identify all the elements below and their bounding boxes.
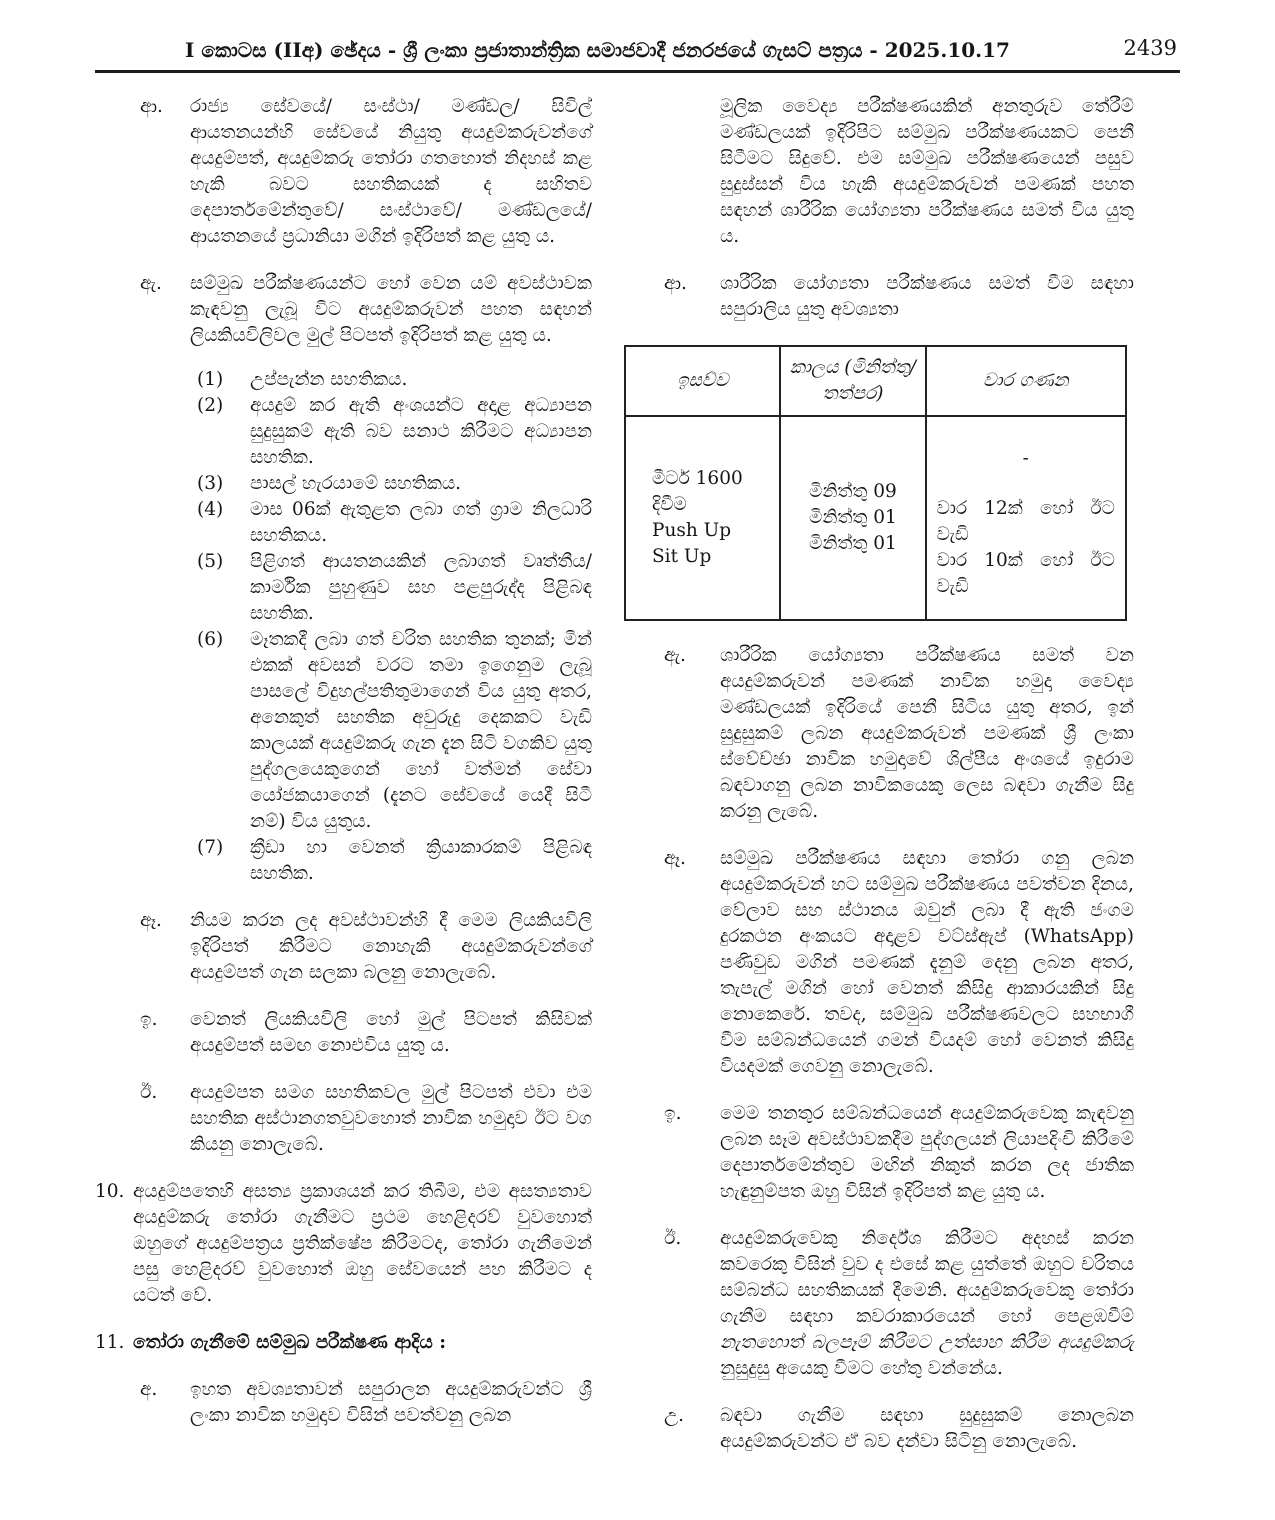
list-item-10 bbox=[95, 1179, 592, 1309]
count-value: වාර 10ක් හෝ ඊට වැඩි bbox=[936, 550, 1115, 597]
item-text: සම්මුඛ පරීක්ෂණය සඳහා තෝරා ගනු ලබන අයදුම්කරුවන් හට සම්මුඛ පරීක්ෂණය පවත්වන දිනය, වේලාව සහ ස්ථානය ඔවුන් ලබා දී ඇති ජංගම දුරකථන අංකයට අදාළව වට්ස්ඇප් (WhatsApp) පණිවුඩ මගින් පමණක් දැනුම් දෙනු ලබන අතර, තැපැල් මගින් හෝ වෙනත් කිසිදු ආකාරයකින් සිදු නොකෙරේ. තවද, සම්මුඛ පරීක්ෂණවලට සහභාගී වීම සම්බන්ධයෙන් ගමන් වියදම් හෝ වෙනත් කිසිදු වියදමක් ගෙවනු නොලැබේ. bbox=[720, 848, 1134, 1077]
item-number: (7) bbox=[197, 837, 224, 858]
item-text: ක්‍රීඩා හා වෙනත් ක්‍රියාකාරකම් පිළිබඳ සහතික. bbox=[250, 837, 592, 884]
item-label: 10. bbox=[95, 1181, 125, 1202]
list-item-ae bbox=[95, 271, 592, 349]
item-label: 11. bbox=[95, 1332, 125, 1353]
sublist-item bbox=[95, 393, 592, 471]
header-title-text: I කොටස (IIඅ) ඡේදය - ශ්‍රී ලංකා ප්‍රජාතාන්ත්‍රික සමාජවාදී ජනරජයේ ගැසට් පත්‍රය - bbox=[185, 38, 885, 62]
item-text: නියම කරන ලද අවස්ථාවන්හි දී මෙම ලියකියවිලි ඉදිරිපත් කිරීමට නොහැකි අයදුම්කරුවන්ගේ අයදුම්පත් ගැන සලකා බලනු නොලැබේ. bbox=[190, 910, 592, 983]
right-column bbox=[652, 94, 1134, 1455]
table-header-event: ඉසව්ව bbox=[625, 346, 780, 416]
item-number: (6) bbox=[197, 629, 224, 650]
list-item-11 bbox=[95, 1330, 592, 1356]
item-number: (3) bbox=[197, 473, 224, 494]
table-cell-durations bbox=[780, 416, 925, 620]
item-text: රාජ්‍ය සේවයේ/ සංස්ථා/ මණ්ඩල/ සිවිල් ආයතනයන්හි සේවයේ නියුතු අයදුම්කරුවන්ගේ අයදුම්පත්, අයදුම්කරු තෝරා ගතහොත් නිදහස් කළ හැකි බවට සහතිකයක් ද සහිතව දෙපාර්තමේන්තුවේ/ සංස්ථාවේ/ මණ්ඩලයේ/ ආයතනයේ ප්‍රධානියා මගින් ඉදිරිපත් කළ යුතු ය. bbox=[190, 96, 592, 247]
sublist-item bbox=[95, 497, 592, 549]
count-dash: - bbox=[1022, 448, 1029, 469]
page-number: 2439 bbox=[1123, 36, 1177, 60]
fitness-test-table-wrap bbox=[624, 345, 1127, 621]
item-text: මූලික වෛද්‍ය පරීක්ෂණයකින් අනතුරුව තේරීම් මණ්ඩලයක් ඉදිරිපිට සම්මුඛ පරීක්ෂණයකට පෙනී සිටීමට සිදුවේ. එම සම්මුඛ පරීක්ෂණයෙන් පසුව සුදුස්සන් විය හැකි අයදුම්කරුවන් පමණක් පහත සඳහන් ශාරීරික යෝග්‍යතා පරීක්ෂණය සමත් විය යුතු ය. bbox=[720, 96, 1134, 247]
item-number: (1) bbox=[197, 369, 224, 390]
item-text: මෙම තනතුර සම්බන්ධයෙන් අයදුම්කරුවෙකු කැඳවනු ලබන සෑම අවස්ථාවකදීම පුද්ගලයන් ලියාපදිංචි කිරීමේ දෙපාර්තමේන්තුව මඟින් නිකුත් කරන ලද ජාතික හැඳුනුම්පත ඔහු විසින් ඉදිරිපත් කළ යුතු ය. bbox=[720, 1103, 1134, 1202]
table-header-row bbox=[625, 346, 1126, 416]
section-heading: තෝරා ගැනීමේ සම්මුඛ පරීක්ෂණ ආදිය : bbox=[133, 1332, 447, 1353]
item-label: ඉ. bbox=[140, 1009, 158, 1030]
item-text-pre: අයදුම්කරුවෙකු නිර්දේශ කිරීමට අදහස් කරන කවරෙකු විසින් වුව ද එසේ කළ යුත්තේ ඔහුට චරිතය සම්බන්ධ සහතිකයක් දීමෙනි. අයදුම්කරුවෙකු තෝරා ගැනීම සඳහා කවරාකාරයෙන් හෝ පෙළඹවීම් bbox=[720, 1228, 1134, 1327]
event-name: Sit Up bbox=[652, 546, 712, 567]
item-label: ඇ. bbox=[140, 273, 162, 294]
item-text: සම්මුඛ පරීක්ෂණයන්ට හෝ වෙන යම් අවස්ථාවක කැඳවනු ලැබූ විට අයදුම්කරුවන් පහත සඳහන් ලියකියවිලිවල මුල් පිටපත් ඉදිරිපත් කළ යුතු ය. bbox=[190, 273, 592, 346]
item-label: ඈ. bbox=[664, 848, 686, 869]
item-number: (5) bbox=[197, 551, 224, 572]
item-text-italic: නැතහොත් බලපෑම් කිරීමට උත්සාහ කිරීම අයදුම්කරු bbox=[720, 1332, 1134, 1353]
fitness-test-table bbox=[624, 345, 1127, 621]
item-label: ආ. bbox=[140, 96, 163, 117]
item-text: අයදුම් කර ඇති අංශයන්ට අදාළ අධ්‍යාපන සුදුසුකම් ඇති බව සනාථ කිරීමට අධ්‍යාපන සහතික. bbox=[250, 395, 592, 468]
item-text: ශාරීරික යෝග්‍යතා පරීක්ෂණය සමත් වන අයදුම්කරුවන් පමණක් නාවික හමුදා වෛද්‍ය මණ්ඩලයක් ඉදිරියේ පෙනී සිටිය යුතු අතර, ඉන් සුදුසුකම් ලබන අයදුම්කරුවන් පමණක් ශ්‍රී ලංකා ස්වේච්ඡා නාවික හමුදාවේ ශිල්පීය අංශයේ ඉදුරාම බඳවාගනු ලබන නාවිකයෙකු ලෙස බඳවා ගැනීම සිදු කරනු ලැබේ. bbox=[720, 645, 1134, 822]
item-text: ඉහත අවශ්‍යතාවන් සපුරාලන අයදුම්කරුවන්ට ශ්‍රී ලංකා නාවික හමුදාව විසින් පවත්වනු ලබන bbox=[190, 1379, 592, 1426]
table-body-row bbox=[625, 416, 1126, 620]
item-text-post: නුසුදුසු අයෙකු වීමට හේතු වන්නේය. bbox=[720, 1358, 1003, 1379]
table-header-duration: කාලය (මිනිත්තු/ තත්පර) bbox=[780, 346, 925, 416]
item-label: අ. bbox=[140, 1379, 158, 1400]
item-text: අයදුම්පතෙහි අසත්‍ය ප්‍රකාශයන් කර තිබීම, එම අසත්‍යතාව අයදුම්කරු තෝරා ගැනීමට ප්‍රථම හෙළිදරව් වුවහොත් ඔහුගේ අයදුම්පත්‍රය ප්‍රතික්ෂේප කිරීමටද, තෝරා ගැනීමෙන් පසු හෙළිදරව් වුවහොත් ඔහු සේවයෙන් පහ කිරීමට ද යටත් වේ. bbox=[133, 1181, 592, 1306]
table-cell-events bbox=[625, 416, 780, 620]
duration-value: මිනිත්තු 01 bbox=[809, 507, 897, 528]
list-item-11a bbox=[95, 1377, 592, 1429]
sublist-item bbox=[95, 627, 592, 835]
item-label: ඇ. bbox=[664, 645, 686, 666]
item-text: පිළිගත් ආයතනයකින් ලබාගත් වෘත්තීය/ කාර්මික පුහුණුව සහ පළපුරුද්ද පිළිබඳ සහතික. bbox=[250, 551, 592, 624]
sublist-item bbox=[95, 367, 592, 393]
list-item-i2 bbox=[662, 1101, 1134, 1205]
list-item-ae2 bbox=[662, 643, 1134, 825]
sublist-item bbox=[95, 835, 592, 887]
list-item-aa2 bbox=[662, 271, 1134, 323]
item-text: ශාරීරික යෝග්‍යතා පරීක්ෂණය සමත් වීම සඳහා සපුරාලිය යුතු අවශ්‍යතා bbox=[720, 273, 1134, 320]
list-item-u bbox=[662, 1403, 1134, 1455]
item-label: ඉ. bbox=[664, 1103, 682, 1124]
item-text: අයදුම්පත සමග සහතිකවල මුල් පිටපත් එවා එම සහතික අස්ථානගතවුවහොත් නාවික හමුදාව ඊට වග කියනු නොලැබේ. bbox=[190, 1082, 592, 1155]
table-header-count: වාර ගණන bbox=[926, 346, 1126, 416]
item-text: මෑතකදී ලබා ගත් චරිත සහතික තුනක්; මින් එකක් අවසන් වරට තමා ඉගෙනුම ලැබූ පාසලේ විදුහල්පතිතුමාගෙන් විය යුතු අතර, අනෙකුත් සහතික අවුරුදු දෙකකට වැඩි කාලයක් අයදුම්කරු ගැන දැන සිටි වගකිව යුතු පුද්ගලයෙකුගෙන් හෝ වත්මන් සේවා යෝජකයාගෙන් (දැනට සේවයේ යෙදී සිටී නම්) විය යුතුය. bbox=[250, 629, 592, 832]
list-item-ii bbox=[95, 1080, 592, 1158]
item-label-empty bbox=[664, 94, 720, 250]
item-label: උ. bbox=[664, 1405, 684, 1426]
event-name: Push Up bbox=[652, 520, 732, 541]
list-item-aa bbox=[95, 94, 592, 250]
table-cell-counts bbox=[926, 416, 1126, 620]
item-text: බඳවා ගැනීම සඳහා සුදුසුකම් නොලබන අයදුම්කරුවන්ට ඒ බව දන්වා සිටිනු නොලැබේ. bbox=[720, 1405, 1134, 1452]
item-text: වෙනත් ලියකියවිලි හෝ මුල් පිටපත් කිසිවක් අයදුම්පත් සමඟ නොඑවිය යුතු ය. bbox=[190, 1009, 592, 1056]
list-item-ii2 bbox=[662, 1226, 1134, 1382]
list-item-aee2 bbox=[662, 846, 1134, 1080]
document-sublist bbox=[95, 367, 592, 887]
item-text: පාසල් හැරයාමේ සහතිකය. bbox=[250, 473, 462, 494]
item-label: ඈ. bbox=[140, 910, 162, 931]
page-header-title bbox=[95, 38, 1100, 62]
event-name: මීටර් 1600 දිවීම bbox=[652, 468, 743, 515]
duration-value: මිනිත්තු 09 bbox=[809, 481, 897, 502]
continuation-paragraph bbox=[662, 94, 1134, 250]
list-item-i bbox=[95, 1007, 592, 1059]
header-date: 2025.10.17 bbox=[884, 38, 1010, 62]
duration-value: මිනිත්තු 01 bbox=[809, 533, 897, 554]
list-item-aee bbox=[95, 908, 592, 986]
count-value: වාර 12ක් හෝ ඊට වැඩි bbox=[936, 498, 1115, 545]
item-label: ඊ. bbox=[664, 1228, 682, 1249]
item-number: (2) bbox=[197, 395, 224, 416]
sublist-item bbox=[95, 549, 592, 627]
item-text: උප්පැන්න සහතිකය. bbox=[250, 369, 408, 390]
item-number: (4) bbox=[197, 499, 224, 520]
item-label: ආ. bbox=[664, 273, 687, 294]
left-column bbox=[95, 94, 592, 1429]
item-text bbox=[720, 1226, 1134, 1382]
header-rule bbox=[95, 70, 1180, 73]
item-label: ඊ. bbox=[140, 1082, 158, 1103]
sublist-item bbox=[95, 471, 592, 497]
item-text: මාස 06ක් ඇතුළත ලබා ගත් ග්‍රාම නිලධාරි සහතිකය. bbox=[250, 499, 592, 546]
